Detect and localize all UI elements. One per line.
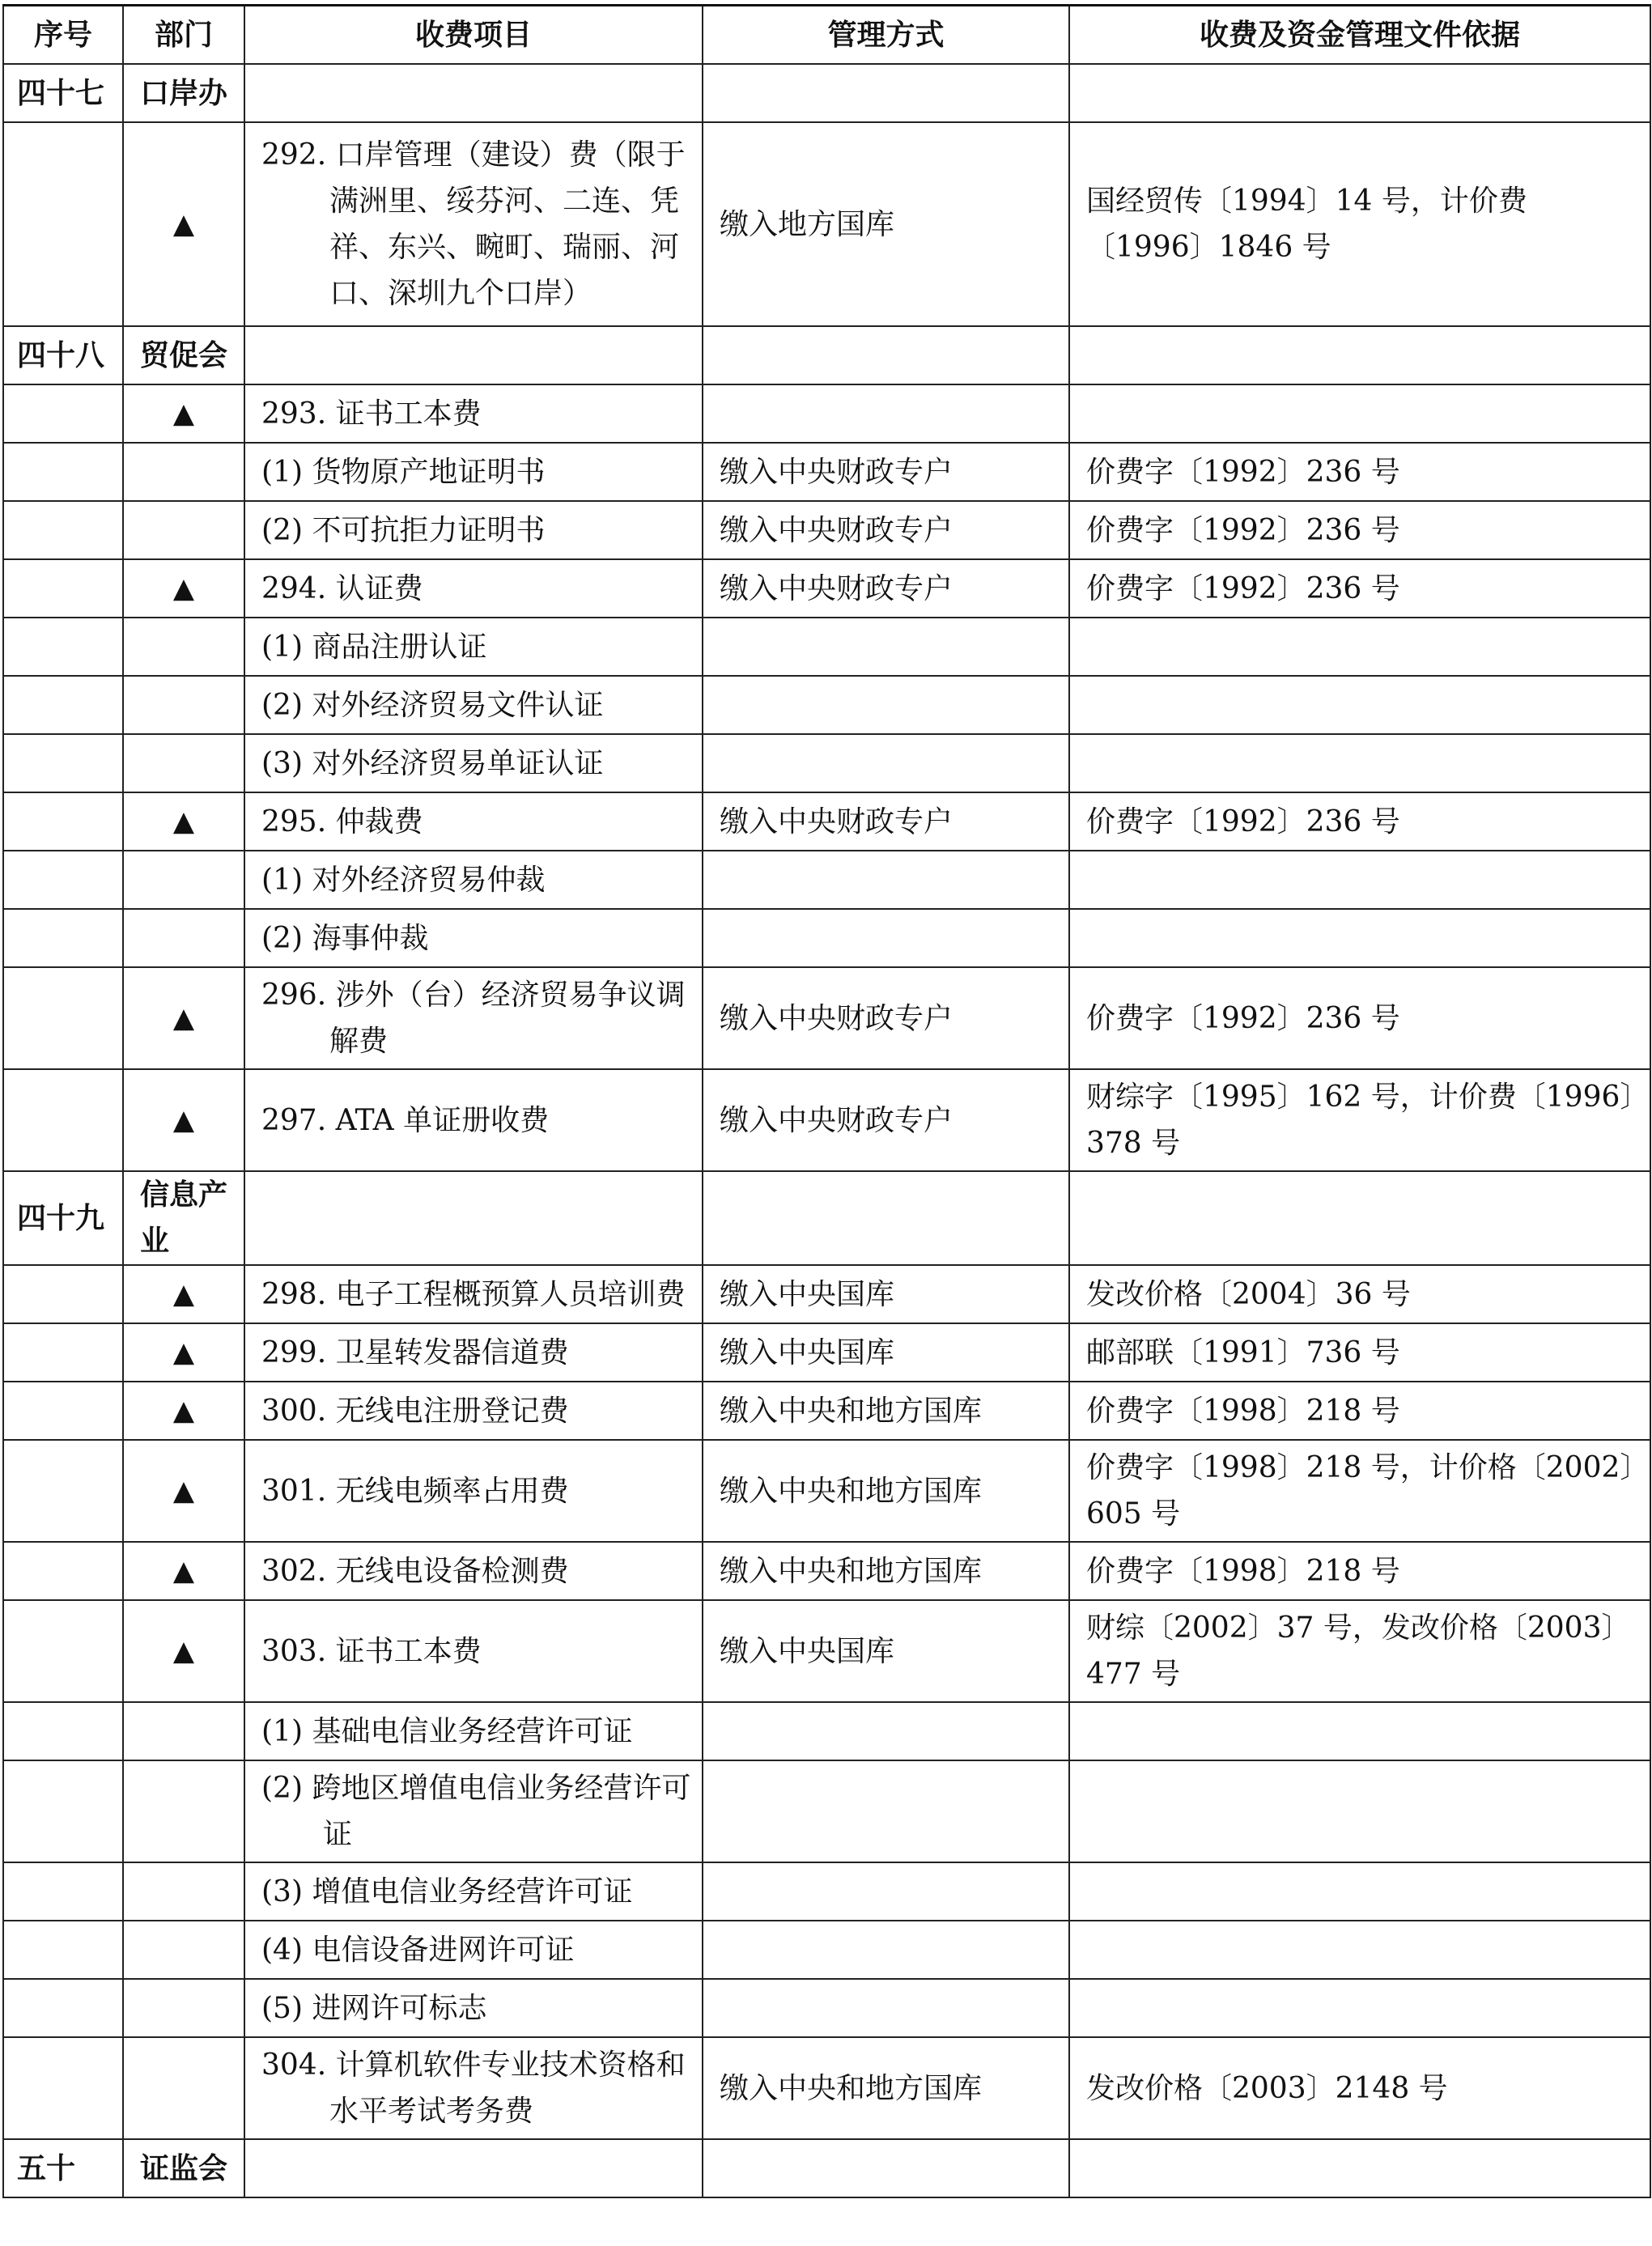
fee-table: [2, 4, 1651, 2198]
row-mgmt: [703, 1760, 1069, 1862]
row-dept: 信息产业: [123, 1171, 244, 1265]
row-item: [244, 1265, 703, 1323]
row-dept: [123, 909, 244, 967]
triangle-icon: ▲: [123, 1382, 244, 1440]
row-mgmt: 缴入中央和地方国库: [703, 1382, 1069, 1440]
row-basis: [1069, 384, 1650, 443]
table-row: [3, 618, 1650, 676]
row-basis: 价费字〔1992〕236 号: [1069, 792, 1650, 851]
item-text: 299. 卫星转发器信道费: [261, 1335, 569, 1369]
row-item: [244, 384, 703, 443]
row-item: [244, 1600, 703, 1702]
table-body: [3, 64, 1650, 2197]
row-no: [3, 1979, 123, 2037]
row-no: [3, 1600, 123, 1702]
row-item: [244, 2037, 703, 2139]
table-row: [3, 2037, 1650, 2139]
row-basis: [1069, 1862, 1650, 1921]
row-dept: [123, 2037, 244, 2139]
item-text: 304. 计算机软件专业技术资格和水平考试考务费: [261, 2049, 686, 2128]
triangle-icon: ▲: [123, 967, 244, 1069]
table-row: [3, 122, 1650, 326]
row-no: [3, 443, 123, 501]
triangle-icon: ▲: [123, 559, 244, 618]
row-mgmt: 缴入中央和地方国库: [703, 2037, 1069, 2139]
row-basis: 邮部联〔1991〕736 号: [1069, 1323, 1650, 1382]
row-mgmt: [703, 1171, 1069, 1265]
table-row: [3, 1069, 1650, 1171]
table-row: [3, 559, 1650, 618]
row-dept: [123, 501, 244, 559]
item-text: 293. 证书工本费: [261, 397, 482, 431]
item-text: 297. ATA 单证册收费: [261, 1103, 550, 1137]
item-text: (2) 跨地区增值电信业务经营许可证: [261, 1772, 691, 1851]
item-text: (3) 增值电信业务经营许可证: [261, 1874, 633, 1908]
row-item: [244, 967, 703, 1069]
row-mgmt: [703, 1702, 1069, 1760]
header-dept: 部门: [123, 6, 244, 65]
row-mgmt: [703, 326, 1069, 384]
item-text: (3) 对外经济贸易单证认证: [261, 746, 604, 780]
table-row: [3, 1382, 1650, 1440]
row-no: [3, 1440, 123, 1542]
row-no: 五十: [3, 2139, 123, 2197]
table-row: [3, 64, 1650, 122]
row-mgmt: [703, 618, 1069, 676]
row-item: [244, 1440, 703, 1542]
row-mgmt: [703, 1921, 1069, 1979]
row-basis: 价费字〔1992〕236 号: [1069, 967, 1650, 1069]
row-dept: [123, 1862, 244, 1921]
row-no: 四十七: [3, 64, 123, 122]
row-no: [3, 1760, 123, 1862]
row-item: [244, 1921, 703, 1979]
row-basis: [1069, 1921, 1650, 1979]
row-dept: [123, 443, 244, 501]
table-row: [3, 676, 1650, 734]
table-row: [3, 1862, 1650, 1921]
row-basis: [1069, 64, 1650, 122]
row-mgmt: [703, 64, 1069, 122]
row-item: [244, 443, 703, 501]
row-no: [3, 1862, 123, 1921]
item-text: (1) 基础电信业务经营许可证: [261, 1714, 633, 1748]
row-no: [3, 384, 123, 443]
triangle-icon: ▲: [123, 1265, 244, 1323]
row-no: [3, 1542, 123, 1600]
row-mgmt: [703, 1979, 1069, 2037]
row-mgmt: 缴入中央财政专户: [703, 1069, 1069, 1171]
row-no: [3, 2037, 123, 2139]
row-mgmt: 缴入中央财政专户: [703, 967, 1069, 1069]
row-item: [244, 1323, 703, 1382]
item-text: 300. 无线电注册登记费: [261, 1394, 569, 1428]
table-row: [3, 2139, 1650, 2197]
row-no: [3, 734, 123, 792]
row-mgmt: 缴入中央财政专户: [703, 443, 1069, 501]
row-no: [3, 1921, 123, 1979]
table-row: [3, 851, 1650, 909]
row-item: [244, 618, 703, 676]
row-item: [244, 1542, 703, 1600]
triangle-icon: ▲: [123, 792, 244, 851]
row-no: [3, 122, 123, 326]
row-no: [3, 909, 123, 967]
triangle-icon: ▲: [123, 1600, 244, 1702]
row-basis: 价费字〔1992〕236 号: [1069, 559, 1650, 618]
row-dept: 贸促会: [123, 326, 244, 384]
row-basis: [1069, 326, 1650, 384]
header-basis: 收费及资金管理文件依据: [1069, 6, 1650, 65]
row-mgmt: 缴入地方国库: [703, 122, 1069, 326]
row-dept: [123, 1702, 244, 1760]
row-dept: [123, 1979, 244, 2037]
item-text: (1) 商品注册认证: [261, 630, 487, 664]
row-basis: [1069, 909, 1650, 967]
row-basis: 国经贸传〔1994〕14 号，计价费〔1996〕1846 号: [1069, 122, 1650, 326]
table-row: [3, 792, 1650, 851]
row-basis: 财综〔2002〕37 号，发改价格〔2003〕477 号: [1069, 1600, 1650, 1702]
row-mgmt: 缴入中央国库: [703, 1265, 1069, 1323]
triangle-icon: ▲: [123, 384, 244, 443]
table-row: [3, 384, 1650, 443]
item-text: 292. 口岸管理（建设）费（限于满洲里、绥芬河、二连、凭祥、东兴、畹町、瑞丽、河口、深圳九个口岸）: [261, 138, 686, 310]
row-item: [244, 1171, 703, 1265]
table-row: [3, 1702, 1650, 1760]
row-basis: 发改价格〔2003〕2148 号: [1069, 2037, 1650, 2139]
row-no: 四十九: [3, 1171, 123, 1265]
table-row: [3, 734, 1650, 792]
table-row: [3, 1921, 1650, 1979]
row-no: [3, 792, 123, 851]
row-mgmt: 缴入中央财政专户: [703, 792, 1069, 851]
row-no: [3, 1265, 123, 1323]
item-text: (2) 对外经济贸易文件认证: [261, 688, 604, 722]
row-dept: [123, 1760, 244, 1862]
item-text: (2) 不可抗拒力证明书: [261, 513, 546, 547]
header-mgmt: 管理方式: [703, 6, 1069, 65]
row-basis: [1069, 676, 1650, 734]
row-item: [244, 851, 703, 909]
row-item: [244, 501, 703, 559]
item-text: (1) 货物原产地证明书: [261, 455, 546, 489]
row-basis: 价费字〔1992〕236 号: [1069, 501, 1650, 559]
table-row: [3, 1323, 1650, 1382]
row-mgmt: 缴入中央和地方国库: [703, 1440, 1069, 1542]
row-item: [244, 326, 703, 384]
row-mgmt: [703, 734, 1069, 792]
item-text: 294. 认证费: [261, 571, 423, 605]
row-basis: [1069, 1760, 1650, 1862]
table-row: [3, 501, 1650, 559]
row-basis: [1069, 734, 1650, 792]
item-text: (4) 电信设备进网许可证: [261, 1933, 575, 1967]
item-text: 302. 无线电设备检测费: [261, 1554, 569, 1588]
table-row: [3, 1760, 1650, 1862]
row-item: [244, 676, 703, 734]
row-mgmt: 缴入中央财政专户: [703, 559, 1069, 618]
row-basis: 财综字〔1995〕162 号，计价费〔1996〕378 号: [1069, 1069, 1650, 1171]
row-dept: [123, 851, 244, 909]
row-no: [3, 967, 123, 1069]
row-no: [3, 851, 123, 909]
item-text: (5) 进网许可标志: [261, 1991, 487, 2025]
triangle-icon: ▲: [123, 122, 244, 326]
row-basis: 价费字〔1998〕218 号: [1069, 1382, 1650, 1440]
row-item: [244, 559, 703, 618]
row-mgmt: 缴入中央国库: [703, 1323, 1069, 1382]
row-basis: [1069, 1171, 1650, 1265]
row-basis: [1069, 1702, 1650, 1760]
row-basis: 价费字〔1998〕218 号，计价格〔2002〕605 号: [1069, 1440, 1650, 1542]
table-row: [3, 1979, 1650, 2037]
row-dept: [123, 1921, 244, 1979]
triangle-icon: ▲: [123, 1069, 244, 1171]
row-no: [3, 1069, 123, 1171]
item-text: (2) 海事仲裁: [261, 921, 429, 955]
item-text: 301. 无线电频率占用费: [261, 1474, 569, 1508]
header-row: [3, 6, 1650, 65]
row-item: [244, 909, 703, 967]
row-no: [3, 1702, 123, 1760]
table-row: [3, 909, 1650, 967]
row-dept: 口岸办: [123, 64, 244, 122]
triangle-icon: ▲: [123, 1542, 244, 1600]
table-row: [3, 967, 1650, 1069]
row-no: [3, 676, 123, 734]
table-row: [3, 1542, 1650, 1600]
triangle-icon: ▲: [123, 1440, 244, 1542]
row-dept: [123, 676, 244, 734]
row-item: [244, 122, 703, 326]
row-item: [244, 1702, 703, 1760]
row-item: [244, 1069, 703, 1171]
row-item: [244, 1382, 703, 1440]
table-row: [3, 1600, 1650, 1702]
row-item: [244, 64, 703, 122]
table-row: [3, 326, 1650, 384]
item-text: 298. 电子工程概预算人员培训费: [261, 1277, 686, 1311]
row-no: [3, 501, 123, 559]
row-basis: 价费字〔1998〕218 号: [1069, 1542, 1650, 1600]
row-dept: [123, 734, 244, 792]
row-no: [3, 1323, 123, 1382]
item-text: 303. 证书工本费: [261, 1634, 482, 1668]
row-mgmt: [703, 909, 1069, 967]
row-mgmt: [703, 851, 1069, 909]
table-row: [3, 1265, 1650, 1323]
row-mgmt: [703, 1862, 1069, 1921]
row-mgmt: [703, 384, 1069, 443]
item-text: 296. 涉外（台）经济贸易争议调解费: [261, 979, 686, 1058]
table-row: [3, 1440, 1650, 1542]
row-basis: [1069, 618, 1650, 676]
row-item: [244, 1760, 703, 1862]
row-mgmt: 缴入中央和地方国库: [703, 1542, 1069, 1600]
triangle-icon: ▲: [123, 1323, 244, 1382]
row-mgmt: [703, 676, 1069, 734]
row-basis: [1069, 851, 1650, 909]
table-row: [3, 443, 1650, 501]
row-basis: 发改价格〔2004〕36 号: [1069, 1265, 1650, 1323]
header-no: 序号: [3, 6, 123, 65]
row-dept: [123, 618, 244, 676]
row-item: [244, 792, 703, 851]
header-item: 收费项目: [244, 6, 703, 65]
item-text: (1) 对外经济贸易仲裁: [261, 863, 546, 897]
table-row: [3, 1171, 1650, 1265]
row-item: [244, 2139, 703, 2197]
row-item: [244, 734, 703, 792]
row-dept: 证监会: [123, 2139, 244, 2197]
row-basis: [1069, 1979, 1650, 2037]
row-no: 四十八: [3, 326, 123, 384]
row-basis: [1069, 2139, 1650, 2197]
row-item: [244, 1979, 703, 2037]
row-no: [3, 618, 123, 676]
row-basis: 价费字〔1992〕236 号: [1069, 443, 1650, 501]
row-mgmt: [703, 2139, 1069, 2197]
row-no: [3, 1382, 123, 1440]
row-mgmt: 缴入中央财政专户: [703, 501, 1069, 559]
row-item: [244, 1862, 703, 1921]
row-no: [3, 559, 123, 618]
row-mgmt: 缴入中央国库: [703, 1600, 1069, 1702]
item-text: 295. 仲裁费: [261, 805, 423, 839]
